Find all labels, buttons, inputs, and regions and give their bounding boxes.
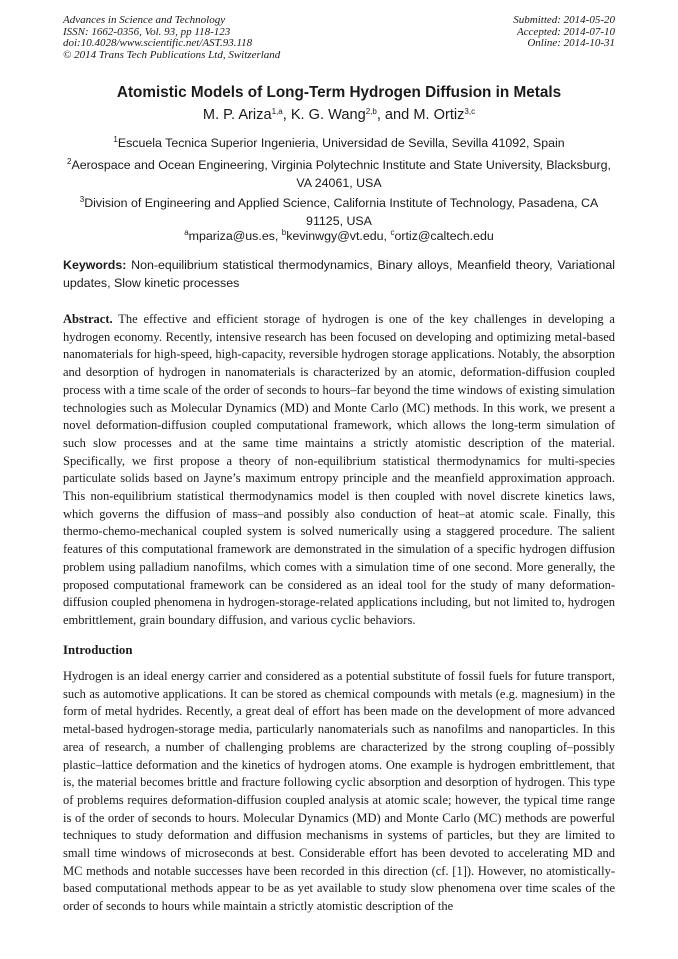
journal-name: Advances in Science and Technology bbox=[63, 14, 226, 26]
submitted-date: Submitted: 2014-05-20 bbox=[513, 14, 615, 26]
email-superscript: c bbox=[390, 228, 395, 237]
affiliation-text: Escuela Tecnica Superior Ingenieria, Universidad de Sevilla, Sevilla 41092, Spain bbox=[117, 136, 565, 150]
introduction-paragraph: Hydrogen is an ideal energy carrier and considered as a potential substitute of fossil fuels for future transport, such as automotive applications. It can be stored as chemical compounds with metals (e.g. magnesium) in the form of metal hydrides. Recently, a great deal of effort has been made on the development of more advanced metal-based hydrogen-storage media, particularly nanomaterials such as nanofilms and nanoparticles. In this area of research, a number of challenging problems are characterized by the strong coupling of–possibly plastic–lattice deformation and the kinetics of hydrogen atoms. One example is hydrogen embrittlement, that is, the material becomes brittle and fracture following cyclic absorption and desorption of hydrogen. This type of problems requires deformation-diffusion coupled analysis at atomic scale; however, the typical time range is of the order of seconds to hours. Molecular Dynamics (MD) and Monte Carlo (MC) methods are powerful techniques to study deformation and diffusion mechanisms in systems of particles, but they are limited to small time windows of microseconds at best. Considerable effort has been devoted to accelerating MD and MC methods and notable successes have been recorded in this direction (cf. [1]). However, no atomistically-based computational methods appear to be as yet available to study slow phenomena over time scales of the order of seconds to hours while maintain a strictly atomistic description of the bbox=[63, 669, 615, 914]
affiliation-superscript: 2 bbox=[67, 157, 72, 166]
email-address[interactable]: ortiz@caltech.edu bbox=[394, 229, 494, 243]
author-list bbox=[0, 107, 678, 123]
doi[interactable]: doi:10.4028/www.scientific.net/AST.93.118 bbox=[63, 37, 253, 50]
author-superscript: 1,a bbox=[271, 107, 283, 116]
abstract-label: Abstract. bbox=[63, 312, 113, 326]
affiliation-text: Aerospace and Ocean Engineering, Virginia Polytechnic Institute and State University, Blacksburg, VA 24061, USA bbox=[71, 158, 611, 190]
author-separator: , and bbox=[376, 107, 414, 123]
email-list bbox=[0, 229, 678, 243]
affiliation-text: Division of Engineering and Applied Science, California Institute of Technology, Pasadena, CA 91125, USA bbox=[84, 196, 599, 228]
affiliation-superscript: 3 bbox=[79, 195, 85, 204]
email-separator: , bbox=[383, 229, 391, 243]
affiliation-2 bbox=[63, 156, 615, 192]
author-superscript: 2,b bbox=[365, 107, 377, 116]
email-separator: , bbox=[274, 229, 282, 243]
email-address[interactable]: mpariza@us.es bbox=[188, 229, 275, 243]
online-date: Online: 2014-10-31 bbox=[527, 37, 615, 50]
abstract-paragraph bbox=[63, 311, 615, 630]
paper-title: Atomistic Models of Long-Term Hydrogen Diffusion in Metals bbox=[116, 84, 562, 101]
author-separator: , bbox=[282, 107, 291, 123]
email-superscript: b bbox=[281, 228, 287, 237]
author-name: M. P. Ariza bbox=[202, 107, 272, 123]
issn: ISSN: 1662-0356, Vol. 93, pp 118-123 bbox=[63, 25, 231, 38]
affiliation-1 bbox=[63, 134, 615, 152]
section-heading-introduction: Introduction bbox=[63, 643, 133, 657]
keywords-text: Non-equilibrium statistical thermodynamics, Binary alloys, Meanfield theory, Variational updates, Slow kinetic processes bbox=[63, 258, 616, 290]
journal-header-left bbox=[63, 15, 280, 61]
author-name: K. G. Wang bbox=[290, 107, 366, 123]
affiliation-superscript: 1 bbox=[113, 135, 118, 144]
email-superscript: a bbox=[184, 228, 189, 237]
abstract-text: The effective and efficient storage of hydrogen is one of the key challenges in developing a hydrogen economy. Recently, intensive research has been focused on developing and optimizing metal-based nanomaterials for high-speed, high-capacity, reversible hydrogen storage applications. Notably, the absorption and desorption of hydrogen in nanomaterials is characterized by an atomic, deformation-diffusion coupled process with a time scale of the order of seconds to hours–far beyond the time windows of existing simulation technologies such as Molecular Dynamics (MD) and Monte Carlo (MC) methods. In this work, we present a novel deformation-diffusion coupled computational framework, which allows the long-term simulation of such slow processes and at the same time maintains a strictly atomistic description of the material. Specifically, we first propose a theory of non-equilibrium statistical thermodynamics for multi-species particulate solids based on Jayne’s maximum entropy principle and the meanfield approximation approach. This non-equilibrium statistical thermodynamics model is then coupled with novel discrete kinetics laws, which governs the diffusion of mass–and possibly also conduction of heat–at atomic scale. Finally, this thermo-chemo-mechanical coupled system is solved numerically using a staggered procedure. The salient features of this computational framework are demonstrated in the simulation of a specific hydrogen diffusion problem using palladium nanofilms, which comes with a simulation time of one second. More generally, the proposed computational framework can be considered as an ideal tool for the study of many deformation-diffusion coupled phenomena in hydrogen-storage-related applications including, but not limited to, hydrogen embrittlement, grain boundary diffusion, and various cyclic behaviors. bbox=[63, 312, 615, 627]
email-address[interactable]: kevinwgy@vt.edu bbox=[286, 229, 384, 243]
affiliation-3 bbox=[63, 194, 615, 230]
keywords-paragraph bbox=[63, 257, 615, 292]
author-name: M. Ortiz bbox=[413, 107, 465, 123]
journal-header-right bbox=[513, 15, 615, 50]
keywords-label: Keywords: bbox=[63, 258, 127, 272]
copyright: © 2014 Trans Tech Publications Ltd, Switzerland bbox=[63, 48, 281, 61]
author-superscript: 3,c bbox=[464, 107, 476, 116]
accepted-date: Accepted: 2014-07-10 bbox=[516, 25, 615, 38]
